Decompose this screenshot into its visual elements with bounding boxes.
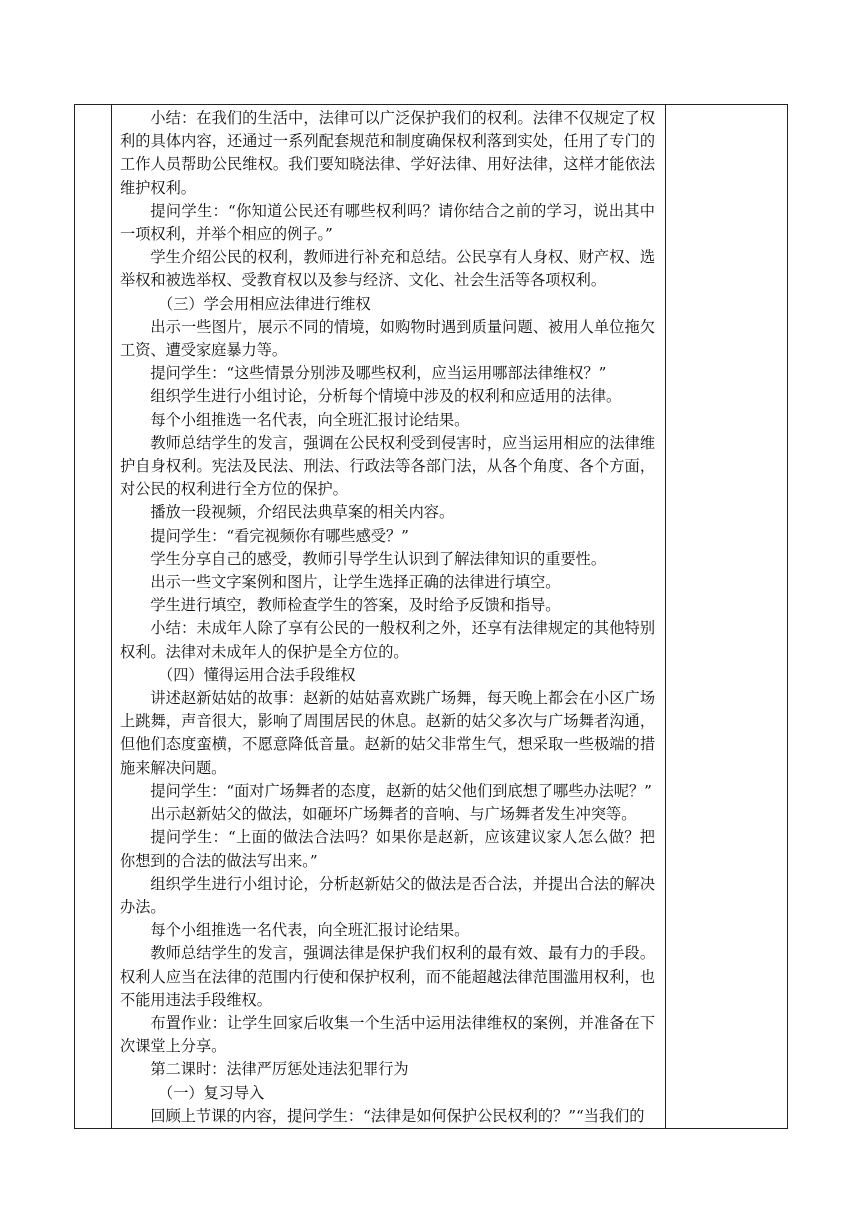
paragraph: 提问学生：“这些情景分别涉及哪些权利，应当运用哪部法律维权？”	[150, 364, 607, 383]
paragraph: 提问学生：“你知道公民还有哪些权利吗？请你结合之前的学习，说出其中一项权利，并举个相应的例子。”	[120, 201, 655, 244]
paragraph: 小结：未成年人除了享有公民的一般权利之外，还享有法律规定的其他特别权利。法律对未成年人的保护是全方位的。	[120, 619, 655, 661]
paragraph: 学生介绍公民的权利，教师进行补充和总结。公民享有人身权、财产权、选举权和被选举权、受教育权以及参与经济、文化、社会生活等各项权利。	[120, 248, 655, 290]
paragraph: 出示赵新姑父的做法，如砸坏广场舞者的音响、与广场舞者发生冲突等。	[150, 805, 637, 824]
table-row	[75, 105, 788, 1129]
paragraph: 讲述赵新姑姑的故事：赵新的姑姑喜欢跳广场舞，每天晚上都会在小区广场上跳舞，声音很大，影响了周围居民的休息。赵新的姑父多次与广场舞者沟通，但他们态度蛮横，不愿意降低音量。赵新的姑父非常生气，想采取一些极端的措施来解决问题。	[120, 689, 655, 777]
paragraph: 提问学生：“上面的做法合法吗？如果你是赵新，应该建议家人怎么做？把你想到的合法的做法写出来。”	[120, 828, 655, 870]
paragraph: 每个小组推选一名代表，向全班汇报讨论结果。	[150, 410, 470, 429]
paragraph: 每个小组推选一名代表，向全班汇报讨论结果。	[150, 921, 470, 940]
paragraph: 组织学生进行小组讨论，分析每个情境中涉及的权利和应适用的法律。	[150, 387, 622, 406]
left-column-cell	[75, 105, 112, 1129]
paragraph: 教师总结学生的发言，强调法律是保护我们权利的最有效、最有力的手段。权利人应当在法律的范围内行使和保护权利，而不能超越法律范围滥用权利，也不能用违法手段维权。	[120, 944, 655, 1009]
section-heading: （四）懂得运用合法手段维权	[158, 665, 356, 684]
right-column-cell	[666, 105, 788, 1129]
content-cell	[112, 105, 666, 1129]
paragraph: 学生分享自己的感受，教师引导学生认识到了解法律知识的重要性。	[150, 549, 607, 568]
paragraph: 小结：在我们的生活中，法律可以广泛保护我们的权利。法律不仅规定了权利的具体内容，还通过一系列配套规范和制度确保权利落到实处，任用了专门的工作人员帮助公民维权。我们要知晓法律、学好法律、用好法律，这样才能依法维护权利。	[120, 109, 655, 197]
section-heading: （一）复习导入	[158, 1083, 265, 1102]
lesson-plan-table	[74, 104, 788, 1129]
paragraph: 回顾上节课的内容，提问学生：“法律是如何保护公民权利的？”“当我们的	[150, 1106, 645, 1125]
paragraph: 出示一些图片，展示不同的情境，如购物时遇到质量问题、被用人单位拖欠工资、遭受家庭暴力等。	[120, 317, 655, 360]
paragraph: 学生进行填空，教师检查学生的答案，及时给予反馈和指导。	[150, 596, 561, 615]
paragraph: 布置作业：让学生回家后收集一个生活中运用法律维权的案例，并准备在下次课堂上分享。	[120, 1013, 655, 1056]
paragraph: 第二课时：法律严厉惩处违法犯罪行为	[150, 1060, 409, 1079]
paragraph: 提问学生：“看完视频你有哪些感受？”	[150, 526, 409, 545]
lesson-content	[112, 105, 665, 1128]
paragraph: 提问学生：“面对广场舞者的态度，赵新的姑父他们到底想了哪些办法呢？”	[150, 781, 652, 800]
paragraph: 教师总结学生的发言，强调在公民权利受到侵害时，应当运用相应的法律维护自身权利。宪法及民法、刑法、行政法等各部门法，从各个角度、各个方面，对公民的权利进行全方位的保护。	[120, 433, 655, 499]
paragraph: 组织学生进行小组讨论，分析赵新姑父的做法是否合法，并提出合法的解决办法。	[120, 874, 655, 916]
paragraph: 出示一些文字案例和图片，让学生选择正确的法律进行填空。	[150, 573, 561, 592]
paragraph: 播放一段视频，介绍民法典草案的相关内容。	[150, 503, 455, 522]
section-heading: （三）学会用相应法律进行维权	[158, 294, 371, 313]
